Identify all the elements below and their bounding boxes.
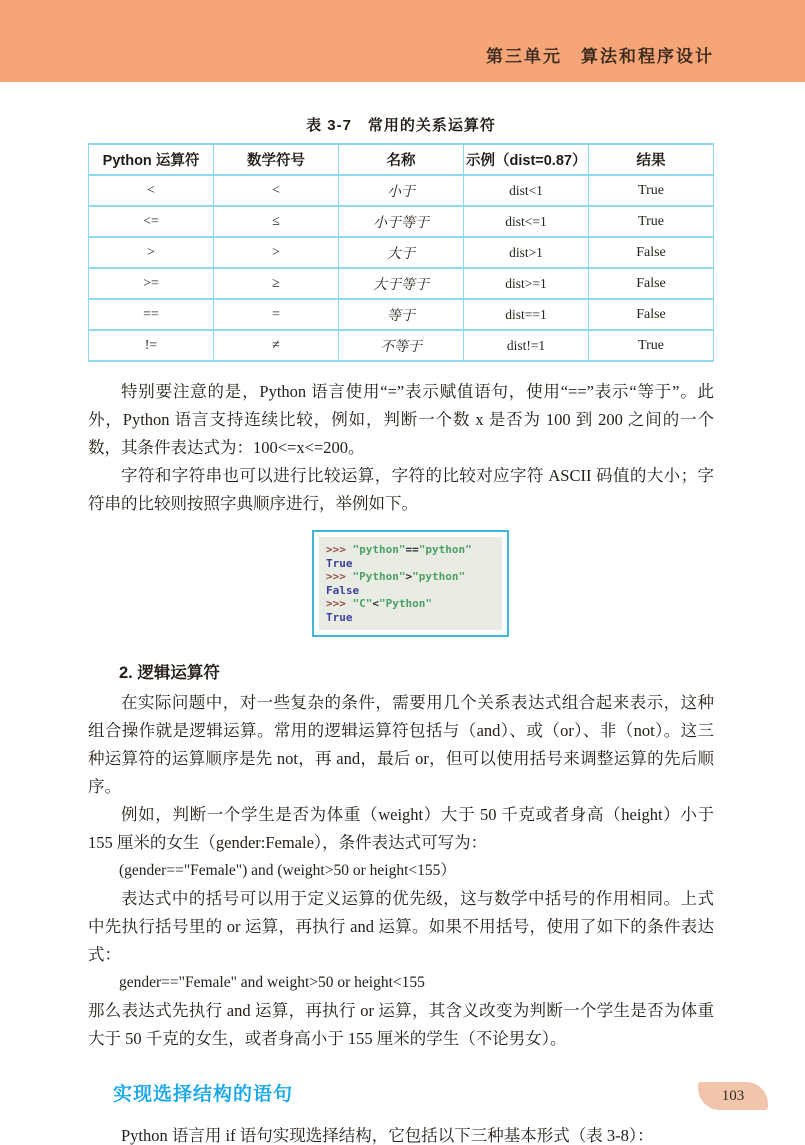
- code-line: [326, 557, 495, 571]
- code-token-r: True: [326, 610, 353, 624]
- table-cell: False: [589, 268, 714, 299]
- table-cell: <: [214, 175, 339, 206]
- code-token-o: ==: [405, 543, 419, 556]
- paragraph-example-condition: 例如，判断一个学生是否为体重（weight）大于 50 千克或者身高（height）小于 155 厘米的女生（gender:Female），条件表达式可写为：: [88, 805, 714, 852]
- table-row: [89, 330, 714, 361]
- table-cell: dist>=1: [464, 268, 589, 299]
- table-cell: False: [589, 237, 714, 268]
- table-head: [89, 144, 714, 175]
- table-cell: True: [589, 175, 714, 206]
- table-cell: ≤: [214, 206, 339, 237]
- table-cell: 大于: [339, 237, 464, 268]
- code-token-s: "python": [412, 570, 466, 583]
- table-header-row: [89, 144, 714, 175]
- python-shell-screenshot: [312, 530, 509, 637]
- table-cell: !=: [89, 330, 214, 361]
- table-row: [89, 299, 714, 330]
- table-cell: dist<=1: [464, 206, 589, 237]
- code-token-r: False: [326, 583, 360, 597]
- paragraph-logic-intro: 在实际问题中，对一些复杂的条件，需要用几个关系表达式组合起来表示，这种组合操作就是逻辑运算。常用的逻辑运算符包括与（and）、或（or）、非（not）。这三种运算符的运算顺序是先 not，再 and，最后 or，但可以使用括号来调整运算的先后顺序。: [88, 693, 714, 796]
- table-cell: ≥: [214, 268, 339, 299]
- table-row: [89, 175, 714, 206]
- table-cell: dist>1: [464, 237, 589, 268]
- chapter-header-title: 第三单元 算法和程序设计: [486, 47, 714, 66]
- table-header-cell: 示例（dist=0.87）: [464, 144, 589, 175]
- table-header-cell: 数学符号: [214, 144, 339, 175]
- table-cell: <: [89, 175, 214, 206]
- section-heading-logical-operators: 2. 逻辑运算符: [119, 664, 220, 682]
- paragraph-string-compare: 字符和字符串也可以进行比较运算，字符的比较对应字符 ASCII 码值的大小；字符串的比较则按照字典顺序进行，举例如下。: [88, 466, 714, 513]
- page-number-badge: [698, 1082, 768, 1110]
- code-token-o: >: [405, 570, 413, 583]
- table-cell: True: [589, 330, 714, 361]
- paragraph-meaning-change: 那么表达式先执行 and 运算，再执行 or 运算，其含义改变为判断一个学生是否为体重大于 50 千克的女生，或者身高小于 155 厘米的学生（不论男女）。: [88, 1001, 714, 1048]
- table-header-cell: 结果: [589, 144, 714, 175]
- paragraph-if-intro: Python 语言用 if 语句实现选择结构，它包括以下三种基本形式（表 3-8）：: [121, 1126, 654, 1145]
- code-line: [326, 584, 495, 598]
- table-row: [89, 206, 714, 237]
- code-token-s: "python": [352, 543, 406, 556]
- page-content: [88, 114, 714, 1145]
- table-cell: ==: [89, 299, 214, 330]
- table-title: 表 3-7 常用的关系运算符: [306, 117, 496, 134]
- table-cell: True: [589, 206, 714, 237]
- code-line: [326, 611, 495, 625]
- paragraph-assignment-note: 特别要注意的是，Python 语言使用“=”表示赋值语句，使用“==”表示“等于”。此外，Python 语言支持连续比较，例如，判断一个数 x 是否为 100 到 200 之间的一个数，其条件表达式为：100<=x<=200。: [88, 382, 714, 457]
- relational-operators-table: [88, 143, 714, 362]
- table-cell: <=: [89, 206, 214, 237]
- page-number: 103: [721, 1087, 745, 1104]
- table-cell: dist!=1: [464, 330, 589, 361]
- code-token-s: "python": [418, 543, 472, 556]
- table-cell: False: [589, 299, 714, 330]
- table-cell: 不等于: [339, 330, 464, 361]
- code-token-s: "Python": [379, 597, 432, 610]
- relops-table-body: [89, 175, 714, 361]
- table-cell: dist<1: [464, 175, 589, 206]
- code-token-o: <: [372, 597, 379, 610]
- code-line: [326, 570, 495, 584]
- table-header-cell: Python 运算符: [89, 144, 214, 175]
- expression-with-parens: (gender=="Female") and (weight>50 or height<155）: [119, 862, 456, 879]
- table-cell: 大于等于: [339, 268, 464, 299]
- table-cell: ≠: [214, 330, 339, 361]
- table-cell: >: [89, 237, 214, 268]
- code-token-s: "Python": [352, 570, 406, 583]
- code-token-p: >>>: [326, 570, 353, 583]
- code-line: [326, 543, 495, 557]
- code-token-p: >>>: [326, 597, 353, 610]
- code-line: [326, 597, 495, 611]
- table-cell: >: [214, 237, 339, 268]
- table-cell: =: [214, 299, 339, 330]
- table-cell: 等于: [339, 299, 464, 330]
- code-token-r: True: [326, 556, 353, 570]
- page-header-band: [0, 0, 805, 82]
- table-cell: >=: [89, 268, 214, 299]
- code-token-s: "C": [352, 597, 373, 610]
- table-cell: 小于等于: [339, 206, 464, 237]
- table-row: [89, 237, 714, 268]
- table-cell: 小于: [339, 175, 464, 206]
- section-heading-selection-structure: 实现选择结构的语句: [113, 1084, 294, 1105]
- code-lines: [319, 537, 502, 630]
- table-cell: dist==1: [464, 299, 589, 330]
- code-token-p: >>>: [326, 543, 353, 556]
- paragraph-parens-priority: 表达式中的括号可以用于定义运算的优先级，这与数学中括号的作用相同。上式中先执行括号里的 or 运算，再执行 and 运算。如果不用括号，使用了如下的条件表达式：: [88, 889, 714, 964]
- expression-without-parens: gender=="Female" and weight>50 or height<155: [119, 974, 425, 991]
- table-row: [89, 268, 714, 299]
- table-header-cell: 名称: [339, 144, 464, 175]
